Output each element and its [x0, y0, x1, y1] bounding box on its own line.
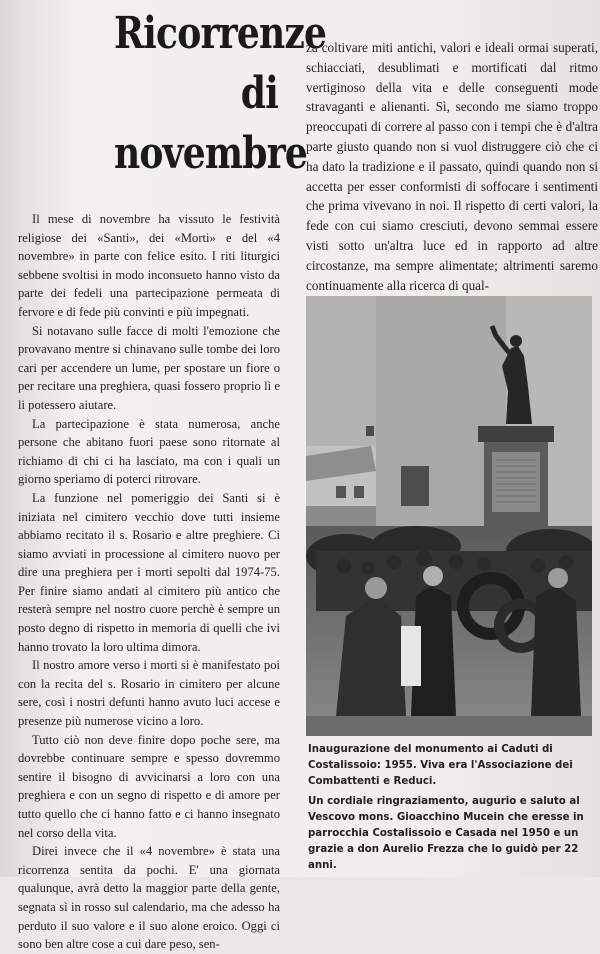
monument-photo-image [306, 296, 592, 736]
paragraph: Si notavano sulle facce di molti l'emozione che provavano mentre si chinavano sulle tombe dei loro cari per accendere un lume, per spostare un fiore o per recitare una preghiera, quasi fossero proprio lì e li potessero aiutare. [18, 323, 280, 412]
caption-line-1: Inaugurazione del monumento ai Caduti di Costalissoio: 1955. Viva era l'Associazione dei Combattenti e Reduci. [308, 744, 573, 787]
paragraph: Il nostro amore verso i morti si è manifestato poi con la recita del s. Rosario in cimitero per alcune sere, così i nostri defunti hanno avuto luci accese e presenze più numerose vicino a loro. [18, 658, 280, 729]
article-title [114, 4, 327, 184]
paragraph: Direi invece che il «4 novembre» è stata una ricorrenza sentita da pochi. E' una giornata qualunque, avrà detto la maggior parte della gente, segnata sì in rosso sul calendario, ma che adesso ha perduto il suo valore e il suo alone eroico. Oggi ci sono ben altre cose a cui dare peso, sen- [18, 844, 280, 952]
title-line-1: Ricorrenze [114, 8, 327, 59]
title-line-2: di novembre [114, 68, 308, 179]
paragraph: Tutto ciò non deve finire dopo poche sere, ma dovrebbe continuare sempre e spesso dovremmo sentire il bisogno di avvicinarsi a loro con una preghiera e con un segno di rispetto e di amore per tutto quello che ci hanno fatto e ci hanno insegnato nel corso della vita. [18, 732, 280, 840]
paragraph: Il mese di novembre ha vissuto le festività religiose dei «Santi», dei «Morti» e del «4 novembre» in parte con felice esito. I riti liturgici sebbene svoltisi in modo inconsueto hanno visto da parte dei fedeli una partecipazione permeata di fervore e di fede più convinti e più impegnati. [18, 212, 280, 319]
paragraph: La partecipazione è stata numerosa, anche persone che abitano fuori paese sono ritornate al richiamo di chi ci ha lasciato, ma con i quali un giorno speriamo di poterci ritrovare. [18, 416, 280, 487]
right-column [306, 38, 598, 295]
paragraph: La funzione nel pomeriggio dei Santi si è iniziata nel cimitero vecchio dove tutti insieme abbiamo recitato il s. Rosario e altre preghiere. Ci siamo avviati in processione al cimitero nuovo per dire una preghiera per i morti sepolti dal 1974-75. Per finire siamo andati al cimitero più antico che resterà sempre nel nostro cuore perchè è sempre un posto degno di rispetto in memoria di quelli che ivi hanno trovato la loro ultima dimora. [18, 490, 280, 654]
monument-photo [306, 296, 592, 736]
paragraph: za coltivare miti antichi, valori e ideali ormai superati, schiacciati, desublimati e mortificati dal ritmo vertiginoso della vita e delle conseguenti mode stravaganti e alienanti. Sì, secondo me siamo troppo preoccupati di correre al passo con i tempi che è d'altra parte giusto quando non si vuol distruggere ciò che ci ha dato la tradizione e il passato, quindi quando non si accetta per esser conformisti di soffocare i sentimenti che prima vivevano in noi. Il rispetto di certi valori, la fede con cui siamo cresciuti, devono semmai essere visti sotto un'altra luce ed in rapporto ad altre circostanze, ma sempre alimentate; altrimenti saremo continuamente alla ricerca di qual- [306, 40, 598, 293]
photo-caption [308, 742, 594, 878]
left-column [18, 210, 280, 954]
caption-line-2: Un cordiale ringraziamento, augurio e saluto al Vescovo mons. Gioacchino Mucein che eresse in parrocchia Costalissoio e Casada nel 1950 e un grazie a don Aurelio Frezza che lo guidò per 22 anni. [308, 796, 584, 871]
